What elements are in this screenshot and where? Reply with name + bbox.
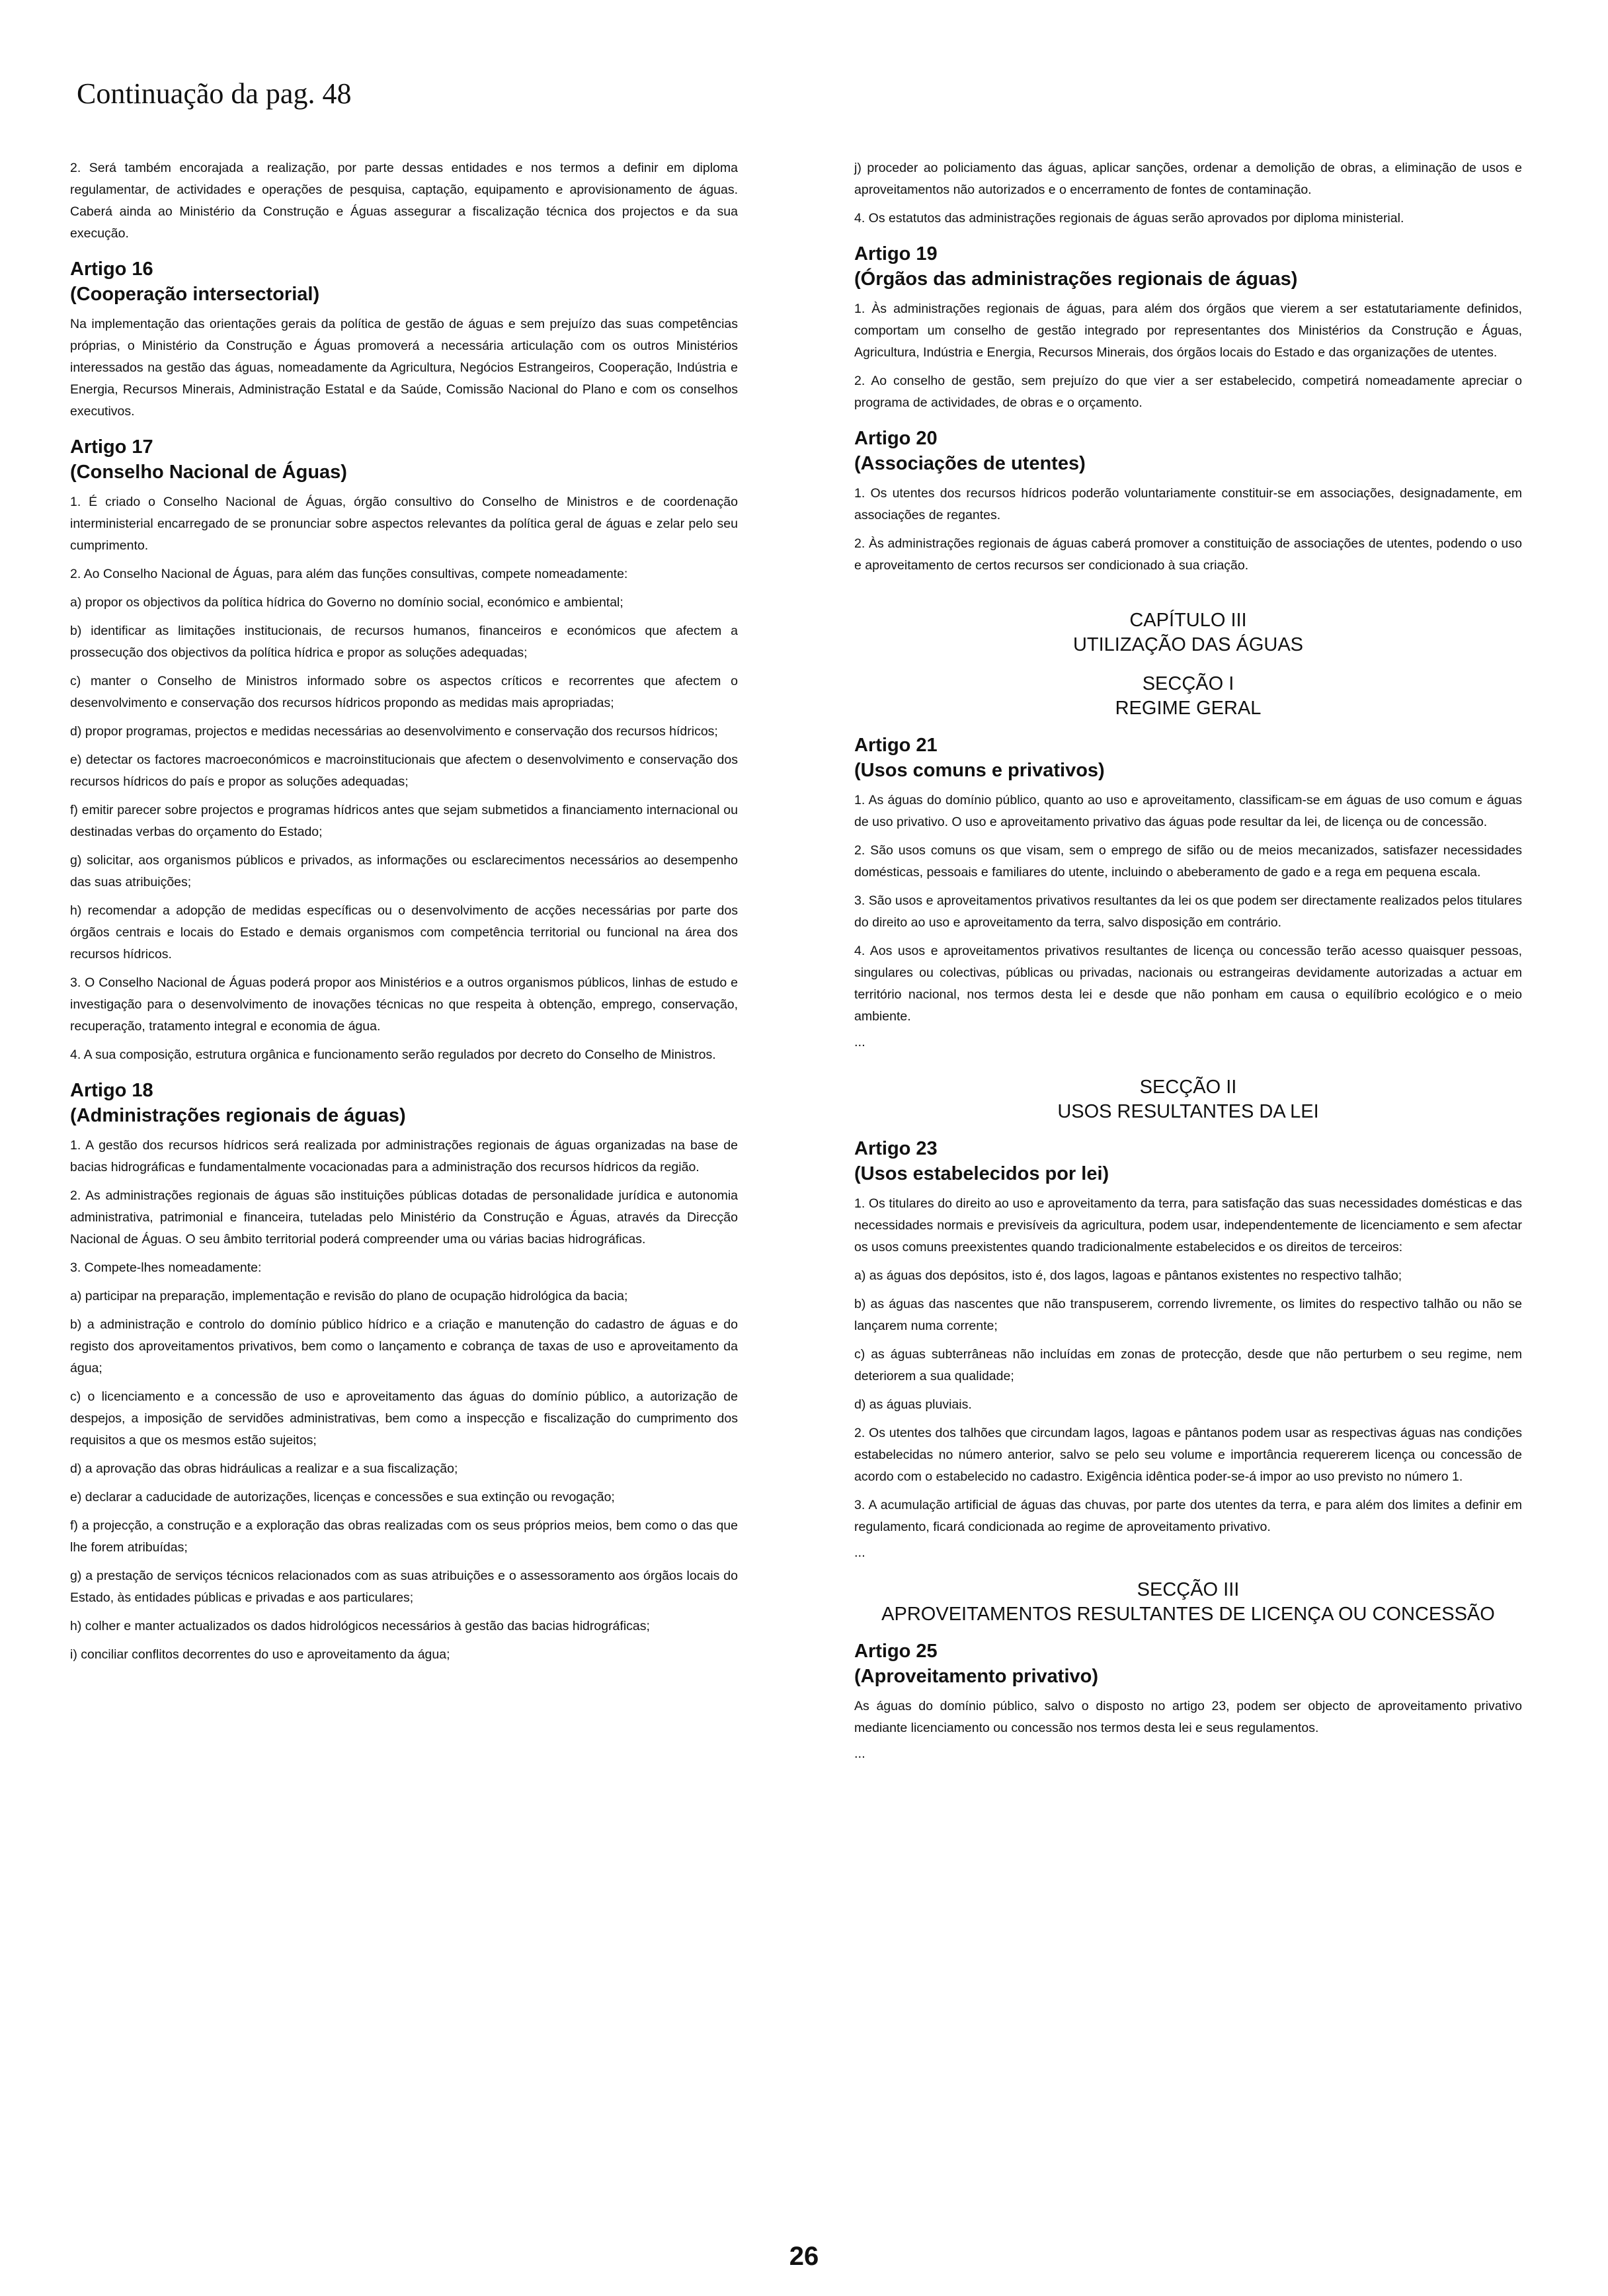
article-title: (Usos comuns e privativos) [854, 760, 1105, 781]
section-title: APROVEITAMENTOS RESULTANTES DE LICENÇA OU CONCESSÃO [881, 1604, 1495, 1625]
paragraph: 1. Os utentes dos recursos hídricos poderão voluntariamente constituir-se em associações, designadamente, em associações de regantes. [854, 486, 1522, 522]
article-heading-20 [854, 426, 1522, 476]
right-column [854, 157, 1522, 1766]
article-heading-18 [70, 1078, 738, 1128]
omission-marker: ... [854, 1746, 865, 1761]
section-title: REGIME GERAL [1115, 698, 1262, 719]
article-title: (Usos estabelecidos por lei) [854, 1163, 1109, 1184]
article-number: Artigo 16 [70, 259, 153, 280]
article-number: Artigo 21 [854, 735, 938, 756]
section-heading [854, 672, 1522, 721]
paragraph: 2. Será também encorajada a realização, por parte dessas entidades e nos termos a definir em diploma regulamentar, de actividades e operações de pesquisa, captação, equipamento e aprovisionamento de águas. Caberá ainda ao Ministério da Construção e Águas assegurar a fiscalização técnica dos projectos e da sua execução. [70, 161, 738, 241]
article-number: Artigo 19 [854, 243, 938, 265]
paragraph: d) as águas pluviais. [854, 1397, 972, 1412]
paragraph: 1. A gestão dos recursos hídricos será realizada por administrações regionais de águas organizadas na base de bacias hidrográficas e fundamentalmente vocacionadas para a administração dos recursos hídricos da região. [70, 1138, 738, 1174]
chapter-title: UTILIZAÇÃO DAS ÁGUAS [1072, 634, 1304, 655]
page-number: 26 [789, 2242, 819, 2271]
paragraph: c) manter o Conselho de Ministros informado sobre os aspectos críticos e recorrentes que afectem o desenvolvimento e conservação dos recursos hídricos propondo as medidas mais apropriadas; [70, 674, 738, 710]
paragraph: d) propor programas, projectos e medidas necessárias ao desenvolvimento e conservação dos recursos hídricos; [70, 724, 718, 739]
paragraph: 2. As administrações regionais de águas são instituições públicas dotadas de personalidade jurídica e autonomia administrativa, patrimonial e financeira, tuteladas pelo Ministério da Construção e Águas, através da Direcção Nacional de Águas. O seu âmbito territorial poderá compreender uma ou várias bacias hidrográficas. [70, 1188, 738, 1247]
article-number: Artigo 20 [854, 428, 938, 449]
left-column [70, 157, 738, 1672]
article-heading-17 [70, 434, 738, 485]
article-title: (Conselho Nacional de Águas) [70, 462, 347, 483]
chapter-number: CAPÍTULO III [1129, 610, 1247, 631]
paragraph: g) a prestação de serviços técnicos relacionados com as suas atribuições e o assessoramento aos órgãos locais do Estado, às entidades públicas e privadas e aos particulares; [70, 1569, 738, 1605]
omission-marker: ... [854, 1035, 865, 1049]
article-number: Artigo 18 [70, 1080, 153, 1101]
article-heading-25 [854, 1639, 1522, 1689]
paragraph: 2. Os utentes dos talhões que circundam lagos, lagoas e pântanos podem usar as respectivas águas nas condições estabelecidas no número anterior, salvo se pelo seu volume e importância requererem licença ou concessão de acordo com o estabelecido no cadastro. Exigência idêntica poder-se-á impor ao uso previsto no número 1. [854, 1426, 1522, 1484]
omission-marker: ... [854, 1545, 865, 1560]
section-number: SECÇÃO II [1139, 1077, 1237, 1098]
paragraph: f) a projecção, a construção e a exploração das obras realizadas com os seus próprios meios, bem como o das que lhe forem atribuídas; [70, 1518, 738, 1555]
paragraph: 2. Às administrações regionais de águas caberá promover a constituição de associações de utentes, podendo o uso e aproveitamento de certos recursos ser condicionado à sua criação. [854, 536, 1522, 573]
article-number: Artigo 23 [854, 1138, 938, 1159]
paragraph: a) participar na preparação, implementação e revisão do plano de ocupação hidrológica da bacia; [70, 1289, 628, 1303]
article-number: Artigo 17 [70, 436, 153, 458]
article-heading-19 [854, 241, 1522, 292]
paragraph: a) as águas dos depósitos, isto é, dos lagos, lagoas e pântanos existentes no respectivo talhão; [854, 1268, 1402, 1283]
paragraph: b) as águas das nascentes que não transpuserem, correndo livremente, os limites do respectivo talhão ou não se lançarem numa corrente; [854, 1297, 1522, 1333]
article-heading-23 [854, 1136, 1522, 1186]
paragraph: 1. As águas do domínio público, quanto ao uso e aproveitamento, classificam-se em águas de uso comum e águas de uso privativo. O uso e aproveitamento privativo das águas pode resultar da lei, de licença ou de concessão. [854, 793, 1522, 829]
section-number: SECÇÃO I [1142, 673, 1234, 694]
article-heading-16 [70, 257, 738, 307]
paragraph: g) solicitar, aos organismos públicos e privados, as informações ou esclarecimentos necessários ao desempenho das suas atribuições; [70, 853, 738, 889]
paragraph: b) a administração e controlo do domínio público hídrico e a criação e manutenção do cadastro de águas e do registo dos aproveitamentos privativos, bem como o lançamento e cobrança de taxas de uso e aproveitamento da água; [70, 1317, 738, 1375]
paragraph: As águas do domínio público, salvo o disposto no artigo 23, podem ser objecto de aproveitamento privativo mediante licenciamento ou concessão nos termos desta lei e seus regulamentos. [854, 1699, 1522, 1735]
paragraph: i) conciliar conflitos decorrentes do uso e aproveitamento da água; [70, 1647, 450, 1662]
section-heading [854, 1075, 1522, 1124]
article-title: (Órgãos das administrações regionais de águas) [854, 268, 1298, 290]
paragraph: b) identificar as limitações institucionais, de recursos humanos, financeiros e económicos que afectem a prossecução dos objectivos da política hídrica e propor as soluções adequadas; [70, 624, 738, 660]
paragraph: 3. A acumulação artificial de águas das chuvas, por parte dos utentes da terra, e para além dos limites a definir em regulamento, ficará condicionada ao regime de aproveitamento privativo. [854, 1498, 1522, 1534]
continuation-note: Continuação da pag. 48 [77, 77, 352, 110]
paragraph: h) recomendar a adopção de medidas específicas ou o desenvolvimento de acções necessárias por parte dos órgãos centrais e locais do Estado e demais organismos com competência territorial ou funcional na área dos recursos hídricos. [70, 903, 738, 962]
paragraph: 4. A sua composição, estrutura orgânica e funcionamento serão regulados por decreto do Conselho de Ministros. [70, 1047, 716, 1062]
article-title: (Cooperação intersectorial) [70, 284, 320, 305]
article-title: (Associações de utentes) [854, 453, 1086, 474]
paragraph: 4. Aos usos e aproveitamentos privativos resultantes de licença ou concessão terão acesso quaisquer pessoas, singulares ou colectivas, públicas ou privadas, nacionais ou estrangeiras devidamente autorizadas a actuar em território nacional, nos termos desta lei e desde que não ponham em causa o equilíbrio ecológico e o meio ambiente. [854, 944, 1522, 1024]
paragraph: d) a aprovação das obras hidráulicas a realizar e a sua fiscalização; [70, 1461, 458, 1476]
article-title: (Aproveitamento privativo) [854, 1666, 1098, 1687]
section-heading [854, 1578, 1522, 1627]
paragraph: 1. Os titulares do direito ao uso e aproveitamento da terra, para satisfação das suas necessidades domésticas e das necessidades normais e previsíveis da agricultura, podem usar, independentemente de licenciamento e sem afectar os usos comuns preexistentes quando tradicionalmente estabelecidos e os direitos de terceiros: [854, 1196, 1522, 1254]
paragraph: e) declarar a caducidade de autorizações, licenças e concessões e sua extinção ou revogação; [70, 1490, 615, 1504]
article-heading-21 [854, 733, 1522, 783]
paragraph: c) as águas subterrâneas não incluídas em zonas de protecção, desde que não perturbem o seu regime, nem deteriorem a sua qualidade; [854, 1347, 1522, 1383]
article-number: Artigo 25 [854, 1641, 938, 1662]
paragraph: 3. São usos e aproveitamentos privativos resultantes da lei os que podem ser directamente realizados pelos titulares do direito ao uso e aproveitamento da terra, salvo disposição em contrário. [854, 893, 1522, 930]
paragraph: h) colher e manter actualizados os dados hidrológicos necessários à gestão das bacias hidrográficas; [70, 1619, 650, 1633]
section-number: SECÇÃO III [1137, 1579, 1240, 1600]
article-title: (Administrações regionais de águas) [70, 1105, 406, 1126]
paragraph: f) emitir parecer sobre projectos e programas hídricos antes que sejam submetidos a financiamento internacional ou destinadas verbas do orçamento do Estado; [70, 803, 738, 839]
paragraph: j) proceder ao policiamento das águas, aplicar sanções, ordenar a demolição de obras, a eliminação de usos e aproveitamentos não autorizados e o encerramento de fontes de contaminação. [854, 161, 1522, 197]
paragraph: 1. É criado o Conselho Nacional de Águas, órgão consultivo do Conselho de Ministros e de coordenação interministerial encarregado de se pronunciar sobre aspectos relevantes da política geral de águas e zelar pelo seu cumprimento. [70, 495, 738, 553]
paragraph: 4. Os estatutos das administrações regionais de águas serão aprovados por diploma ministerial. [854, 211, 1404, 226]
paragraph: 2. São usos comuns os que visam, sem o emprego de sifão ou de meios mecanizados, satisfazer necessidades domésticas, pessoais e familiares do utente, incluindo o abeberamento de gado e a rega em pequena escala. [854, 843, 1522, 880]
paragraph: 3. O Conselho Nacional de Águas poderá propor aos Ministérios e a outros organismos públicos, linhas de estudo e investigação para o desenvolvimento de inovações técnicas no que respeita à obtenção, emprego, conservação, recuperação, tratamento integral e economia de água. [70, 975, 738, 1034]
paragraph: 3. Compete-lhes nomeadamente: [70, 1260, 262, 1275]
paragraph: 2. Ao Conselho Nacional de Águas, para além das funções consultivas, compete nomeadamente: [70, 567, 628, 581]
paragraph: Na implementação das orientações gerais da política de gestão de águas e sem prejuízo das suas competências próprias, o Ministério da Construção e Águas promoverá a necessária articulação com os outros Ministérios interessados na gestão das águas, nomeadamente da Agricultura, Negócios Estrangeiros, Cooperação, Indústria e Energia, Recursos Minerais, Administração Estatal e da Saúde, Comissão Nacional do Plano e com os conselhos executivos. [70, 317, 738, 419]
paragraph: a) propor os objectivos da política hídrica do Governo no domínio social, económico e ambiental; [70, 595, 623, 610]
paragraph: e) detectar os factores macroeconómicos e macroinstitucionais que afectem o desenvolvimento e conservação dos recursos hídricos do país e propor as soluções adequadas; [70, 753, 738, 789]
paragraph: 1. Às administrações regionais de águas, para além dos órgãos que vierem a ser estatutariamente definidos, comportam um conselho de gestão integrado por representantes dos Ministérios da Construção e Águas, Agricultura, Indústria e Energia, Recursos Minerais, dos órgãos locais do Estado e das organizações de utentes. [854, 302, 1522, 360]
chapter-heading [854, 608, 1522, 657]
paragraph: c) o licenciamento e a concessão de uso e aproveitamento das águas do domínio público, a autorização de despejos, a imposição de servidões administrativas, bem como a inspecção e fiscalização do cumprimento dos requisitos a que os mesmos estão sujeitos; [70, 1389, 738, 1448]
paragraph: 2. Ao conselho de gestão, sem prejuízo do que vier a ser estabelecido, competirá nomeadamente apreciar o programa de actividades, de obras e o orçamento. [854, 374, 1522, 410]
section-title: USOS RESULTANTES DA LEI [1057, 1101, 1319, 1122]
